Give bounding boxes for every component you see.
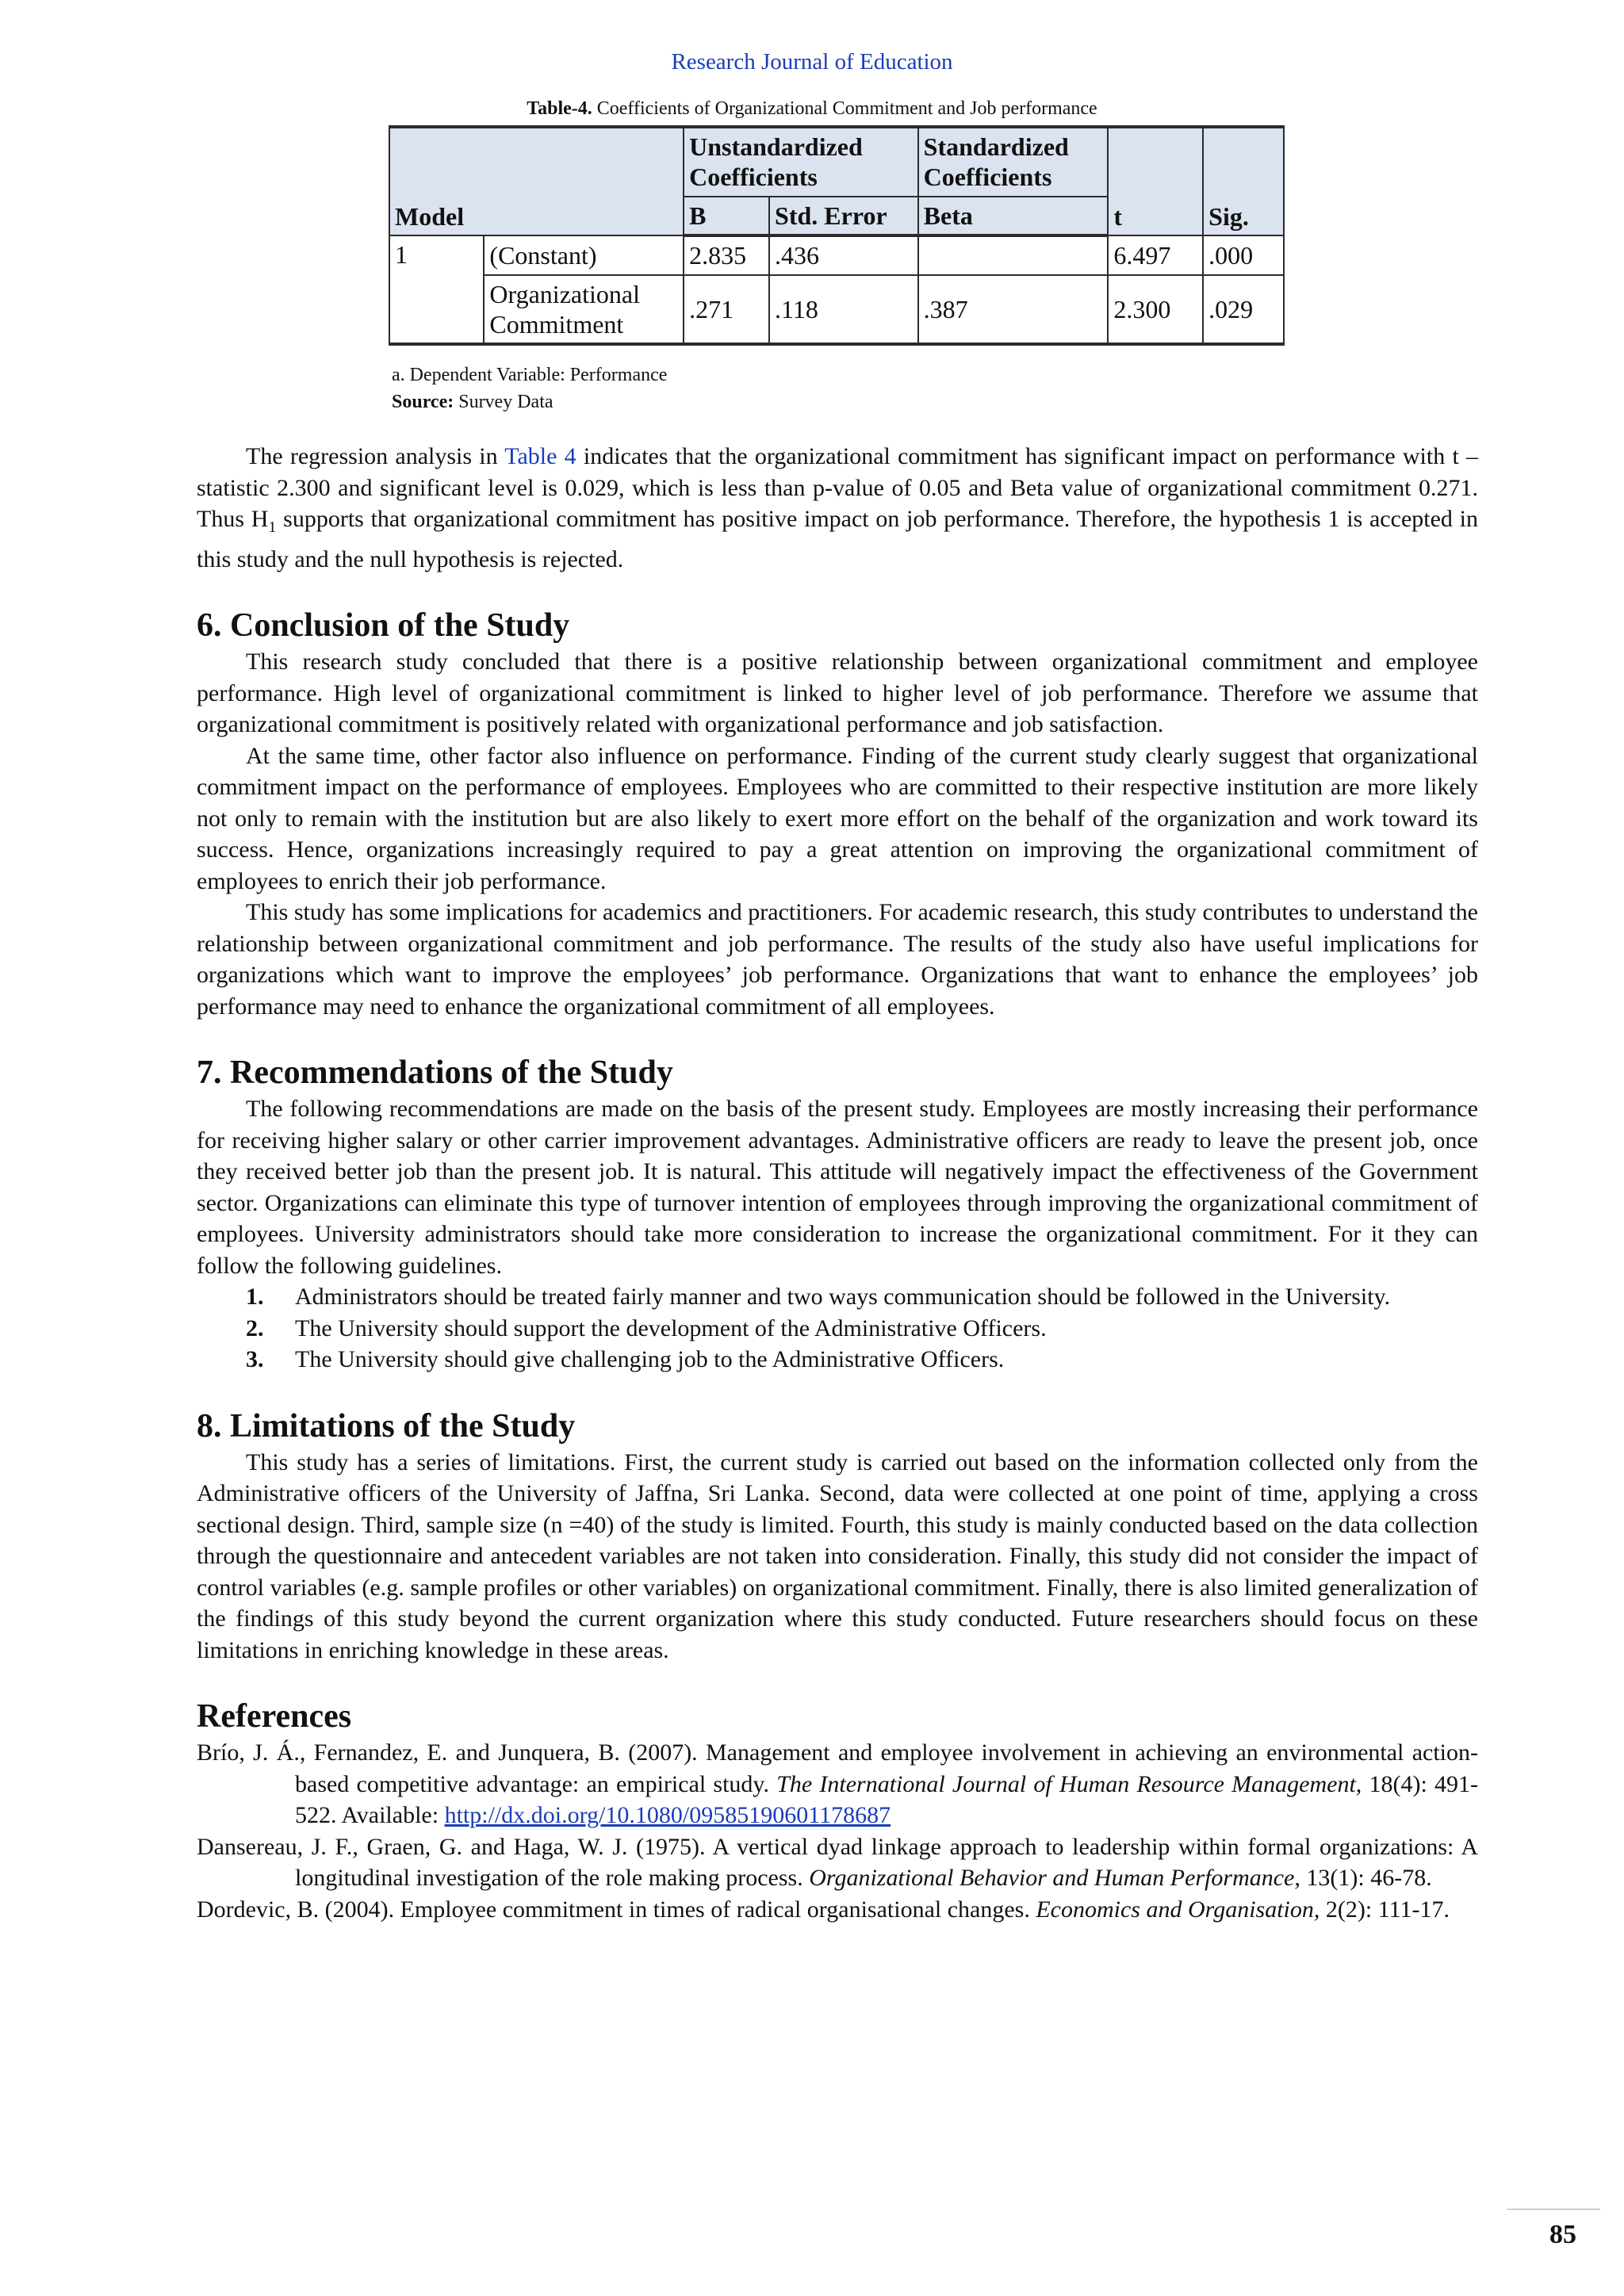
list-item (197, 1313, 1478, 1345)
reference-journal: The International Journal of Human Resource Management, (776, 1770, 1362, 1797)
conclusion-heading: 6. Conclusion of the Study (197, 607, 570, 644)
coefficients-table (389, 125, 1285, 346)
header-t: t (1108, 127, 1203, 235)
cell-b: 2.835 (684, 235, 769, 274)
dependent-variable-note: a. Dependent Variable: Performance (392, 365, 668, 385)
header-unstandardized: Unstandardized Coefficients (684, 127, 918, 197)
table-row (389, 275, 1284, 345)
conclusion-paragraph-2: At the same time, other factor also influence on performance. Finding of the current study clearly suggest that organizational commitment impact on the performance of employees. Employees who are committed to their respective institution are more likely not only to remain with the institution but are also likely to exert more effort on the behalf of the organization and work toward its success. Hence, organizations increasingly required to pay a great attention on improving the organizational commitment of employees to enrich their job performance. (197, 742, 1478, 894)
cell-label: (Constant) (484, 235, 684, 274)
header-sig: Sig. (1203, 127, 1284, 235)
paragraph-text: The regression analysis in (246, 443, 505, 469)
footer-divider (1507, 2209, 1600, 2210)
cell-std-error: .118 (769, 275, 918, 345)
subscript: 1 (268, 519, 277, 536)
conclusion-paragraph-1: This research study concluded that there is a positive relationship between organizational commitment and employee performance. High level of organizational commitment is linked to higher level of job performance. Therefore we assume that organizational commitment is positively related with organizational performance and job satisfaction. (197, 649, 1478, 737)
cell-std-error: .436 (769, 235, 918, 274)
table-caption (0, 98, 1624, 120)
references-heading: References (197, 1698, 352, 1735)
table-4-link[interactable]: Table 4 (504, 443, 576, 469)
header-std-error: Std. Error (769, 197, 918, 235)
paragraph-text: supports that organizational commitment has positive impact on job performance. Therefore, the hypothesis 1 is accepted in this study and the null hypothesis is rejected. (197, 506, 1478, 572)
reference-journal: Organizational Behavior and Human Performance, (809, 1865, 1300, 1891)
cell-model: 1 (389, 235, 484, 344)
regression-paragraph (197, 441, 1478, 575)
reference-item (197, 1831, 1478, 1894)
list-text: Administrators should be treated fairly manner and two ways communication should be followed in the University. (295, 1284, 1391, 1310)
header-b: B (684, 197, 769, 235)
list-item (197, 1344, 1478, 1376)
reference-text: 2(2): 111-17. (1320, 1896, 1450, 1923)
reference-journal: Economics and Organisation, (1036, 1896, 1320, 1923)
recommendations-paragraph: The following recommendations are made on the basis of the present study. Employees are mostly increasing their performance for receiving higher salary or other carrier improvement advantages. Administrative officers are ready to leave the present job, once they received better job than the present job. It is natural. This attitude will negatively impact the effectiveness of the Government sector. Organizations can eliminate this type of turnover intention of employees through improving the organizational commitment of employees. University administrators should take more consideration to increase the organizational commitment. For it they can follow the following guidelines. (197, 1096, 1478, 1279)
source-label: Source: (392, 392, 454, 412)
limitations-paragraph: This study has a series of limitations. First, the current study is carried out based on the information collected only from the Administrative officers of the University of Jaffna, Sri Lanka. Second, data were collected at one point of time, applying a cross sectional design. Third, sample size (n =40) of the study is limited. Fourth, this study is mainly conducted based on the data collection through the questionnaire and antecedent variables are not taken into consideration. Finally, this study did not consider the impact of control variables (e.g. sample profiles or other variables) on organizational commitment. Finally, there is also limited generalization of the findings of this study beyond the current organization where this study conducted. Future researchers should focus on these limitations in enriching knowledge in these areas. (197, 1448, 1478, 1663)
reference-text: Dordevic, B. (2004). Employee commitment in times of radical organisational changes. (197, 1896, 1036, 1923)
list-item (197, 1281, 1478, 1313)
reference-text: Dansereau, J. F., Graen, G. and Haga, W. J. (1975). A vertical dyad linkage approach to leadership within formal organizations: A longitudinal investigation of the role making process. (197, 1833, 1478, 1891)
list-number: 1. (246, 1284, 264, 1310)
reference-item (197, 1737, 1478, 1831)
header-beta: Beta (918, 197, 1109, 235)
reference-text: Brío, J. Á., Fernandez, E. and Junquera, B. (2007). Management and employee involvement in achieving an environmental action-based competitive advantage: an empirical study. (197, 1739, 1478, 1797)
list-number: 2. (246, 1314, 264, 1341)
cell-t: 6.497 (1108, 235, 1203, 274)
cell-sig: .029 (1203, 275, 1284, 345)
source-text: Survey Data (458, 392, 553, 412)
cell-b: .271 (684, 275, 769, 345)
table-notes (392, 362, 667, 415)
cell-label: Organizational Commitment (484, 275, 684, 345)
header-model: Model (389, 127, 684, 235)
header-standardized: Standardized Coefficients (918, 127, 1109, 197)
doi-link[interactable]: http://dx.doi.org/10.1080/09585190601178687 (444, 1802, 891, 1828)
cell-beta (918, 235, 1109, 274)
list-number: 3. (246, 1346, 264, 1372)
list-text: The University should give challenging job to the Administrative Officers. (295, 1346, 1005, 1372)
recommendations-heading: 7. Recommendations of the Study (197, 1054, 673, 1091)
recommendations-list (197, 1281, 1478, 1376)
cell-sig: .000 (1203, 235, 1284, 274)
table-caption-text: Coefficients of Organizational Commitment and Job performance (596, 98, 1097, 119)
limitations-heading: 8. Limitations of the Study (197, 1407, 576, 1445)
reference-text: 13(1): 46-78. (1300, 1865, 1432, 1891)
table-caption-label: Table-4. (527, 98, 592, 119)
list-text: The University should support the development of the Administrative Officers. (295, 1314, 1047, 1341)
reference-text: 18(4): 491-522. Available: (295, 1770, 1478, 1828)
cell-t: 2.300 (1108, 275, 1203, 345)
main-content (197, 441, 1478, 1925)
journal-header: Research Journal of Education (671, 49, 953, 75)
source-note (392, 388, 667, 415)
page-number: 85 (1549, 2220, 1576, 2249)
references-list (197, 1737, 1478, 1925)
reference-item (197, 1894, 1478, 1926)
conclusion-paragraph-3: This study has some implications for academics and practitioners. For academic research, this study contributes to understand the relationship between organizational commitment and job performance. The results of the study also have useful implications for organizations which want to improve the employees’ job performance. Organizations that want to enhance the employees’ job performance may need to enhance the organizational commitment of all employees. (197, 899, 1478, 1020)
cell-beta: .387 (918, 275, 1109, 345)
paragraph-text: indicates that the organizational commitment has significant impact on performance with t –statistic 2.300 and significant level is 0.029, which is less than p-value of 0.05 and Beta value of organizational commitment 0.271. Thus H (197, 443, 1478, 532)
table-row (389, 235, 1284, 274)
